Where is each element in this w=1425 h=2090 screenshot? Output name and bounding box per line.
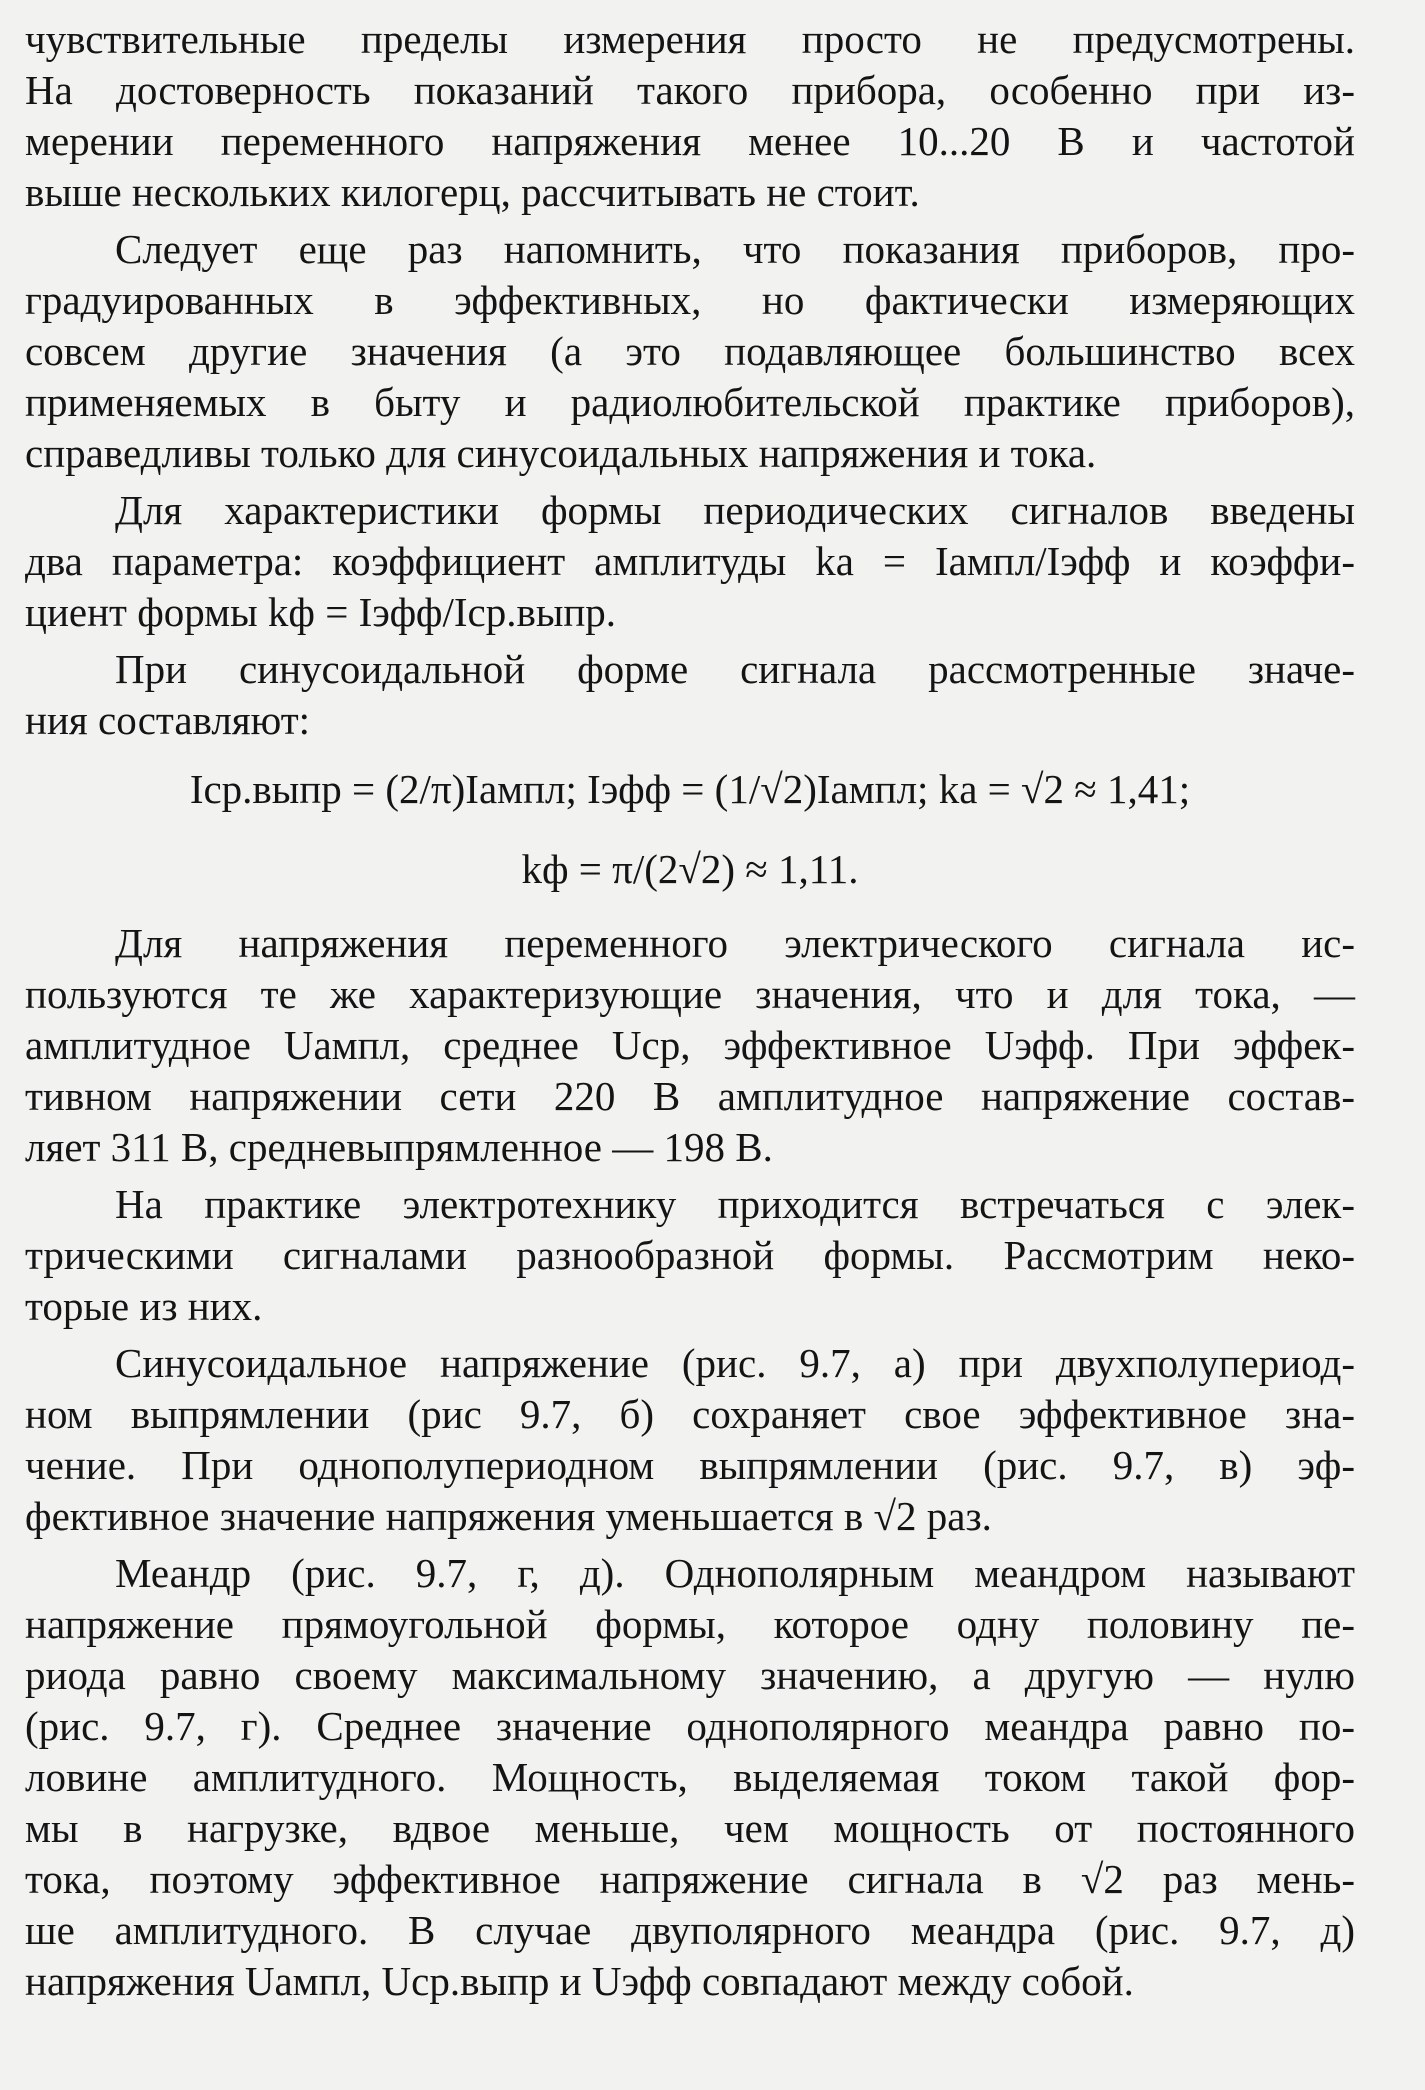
text-line: трическими сигналами разнообразной формы. Рассмотрим неко- (25, 1232, 1355, 1278)
text-line: (рис. 9.7, г). Среднее значение однополярного меандра равно по- (25, 1703, 1355, 1749)
text-line: Синусоидальное напряжение (рис. 9.7, а) при двухполупериод- (115, 1340, 1355, 1386)
text-line: При синусоидальной форме сигнала рассмотренные значе- (115, 646, 1355, 692)
text-line: справедливы только для синусоидальных напряжения и тока. (25, 430, 1097, 476)
paragraph-8 (25, 1548, 1355, 2007)
paragraph-2 (25, 224, 1355, 479)
paragraph-1 (25, 14, 1355, 218)
text-line: амплитудное Uампл, среднее Uср, эффективное Uэфф. При эффек- (25, 1022, 1355, 1068)
text-line: чение. При однополупериодном выпрямлении (рис. 9.7, в) эф- (25, 1442, 1355, 1488)
text-line: циент формы kф = Iэфф/Iср.выпр. (25, 589, 617, 635)
text-line: риода равно своему максимальному значению, а другую — нулю (25, 1652, 1355, 1698)
text-line: Меандр (рис. 9.7, г, д). Однополярным меандром называют (115, 1550, 1355, 1596)
text-line: напряжение прямоугольной формы, которое одну половину пе- (25, 1601, 1355, 1647)
text-line: ше амплитудного. В случае двуполярного меандра (рис. 9.7, д) (25, 1907, 1355, 1953)
text-line: торые из них. (25, 1283, 263, 1329)
text-line: фективное значение напряжения уменьшается в √2 раз. (25, 1493, 992, 1539)
text-line: ляет 311 В, средневыпрямленное — 198 В. (25, 1124, 773, 1170)
text-line: градуированных в эффективных, но фактически измеряющих (25, 277, 1355, 323)
text-line: На достоверность показаний такого прибора, особенно при из- (25, 67, 1355, 113)
text-line: ном выпрямлении (рис 9.7, б) сохраняет свое эффективное зна- (25, 1391, 1355, 1437)
text-line: На практике электротехнику приходится встречаться с элек- (115, 1181, 1355, 1227)
text-line: выше нескольких килогерц, рассчитывать не стоит. (25, 169, 920, 215)
paragraph-3 (25, 485, 1355, 638)
text-line: совсем другие значения (а это подавляющее большинство всех (25, 328, 1355, 374)
text-line: Следует еще раз напомнить, что показания приборов, про- (115, 226, 1355, 272)
text-line: два параметра: коэффициент амплитуды kа = Iампл/Iэфф и коэффи- (25, 538, 1355, 584)
formula-line-2: kф = π/(2√2) ≈ 1,11. (521, 846, 859, 892)
paragraph-5 (25, 918, 1355, 1173)
text-line: чувствительные пределы измерения просто не предусмотрены. (25, 16, 1355, 62)
text-line: пользуются те же характеризующие значения, что и для тока, — (25, 971, 1355, 1017)
text-line: Для напряжения переменного электрического сигнала ис- (115, 920, 1355, 966)
text-line: ловине амплитудного. Мощность, выделяемая током такой фор- (25, 1754, 1355, 1800)
paragraph-4 (25, 644, 1355, 746)
text-line: ния составляют: (25, 697, 311, 743)
paragraph-6 (25, 1179, 1355, 1332)
paragraph-7 (25, 1338, 1355, 1542)
text-line: тока, поэтому эффективное напряжение сигнала в √2 раз мень- (25, 1856, 1355, 1902)
text-line: применяемых в быту и радиолюбительской практике приборов), (25, 379, 1355, 425)
text-line: мерении переменного напряжения менее 10...20 В и частотой (25, 118, 1355, 164)
formula-line-1: Iср.выпр = (2/π)Iампл; Iэфф = (1/√2)Iампл; kа = √2 ≈ 1,41; (189, 766, 1191, 812)
text-line: тивном напряжении сети 220 В амплитудное напряжение состав- (25, 1073, 1355, 1119)
text-line: мы в нагрузке, вдвое меньше, чем мощность от постоянного (25, 1805, 1355, 1851)
text-line: напряжения Uампл, Uср.выпр и Uэфф совпадают между собой. (25, 1958, 1134, 2004)
text-line: Для характеристики формы периодических сигналов введены (115, 487, 1355, 533)
